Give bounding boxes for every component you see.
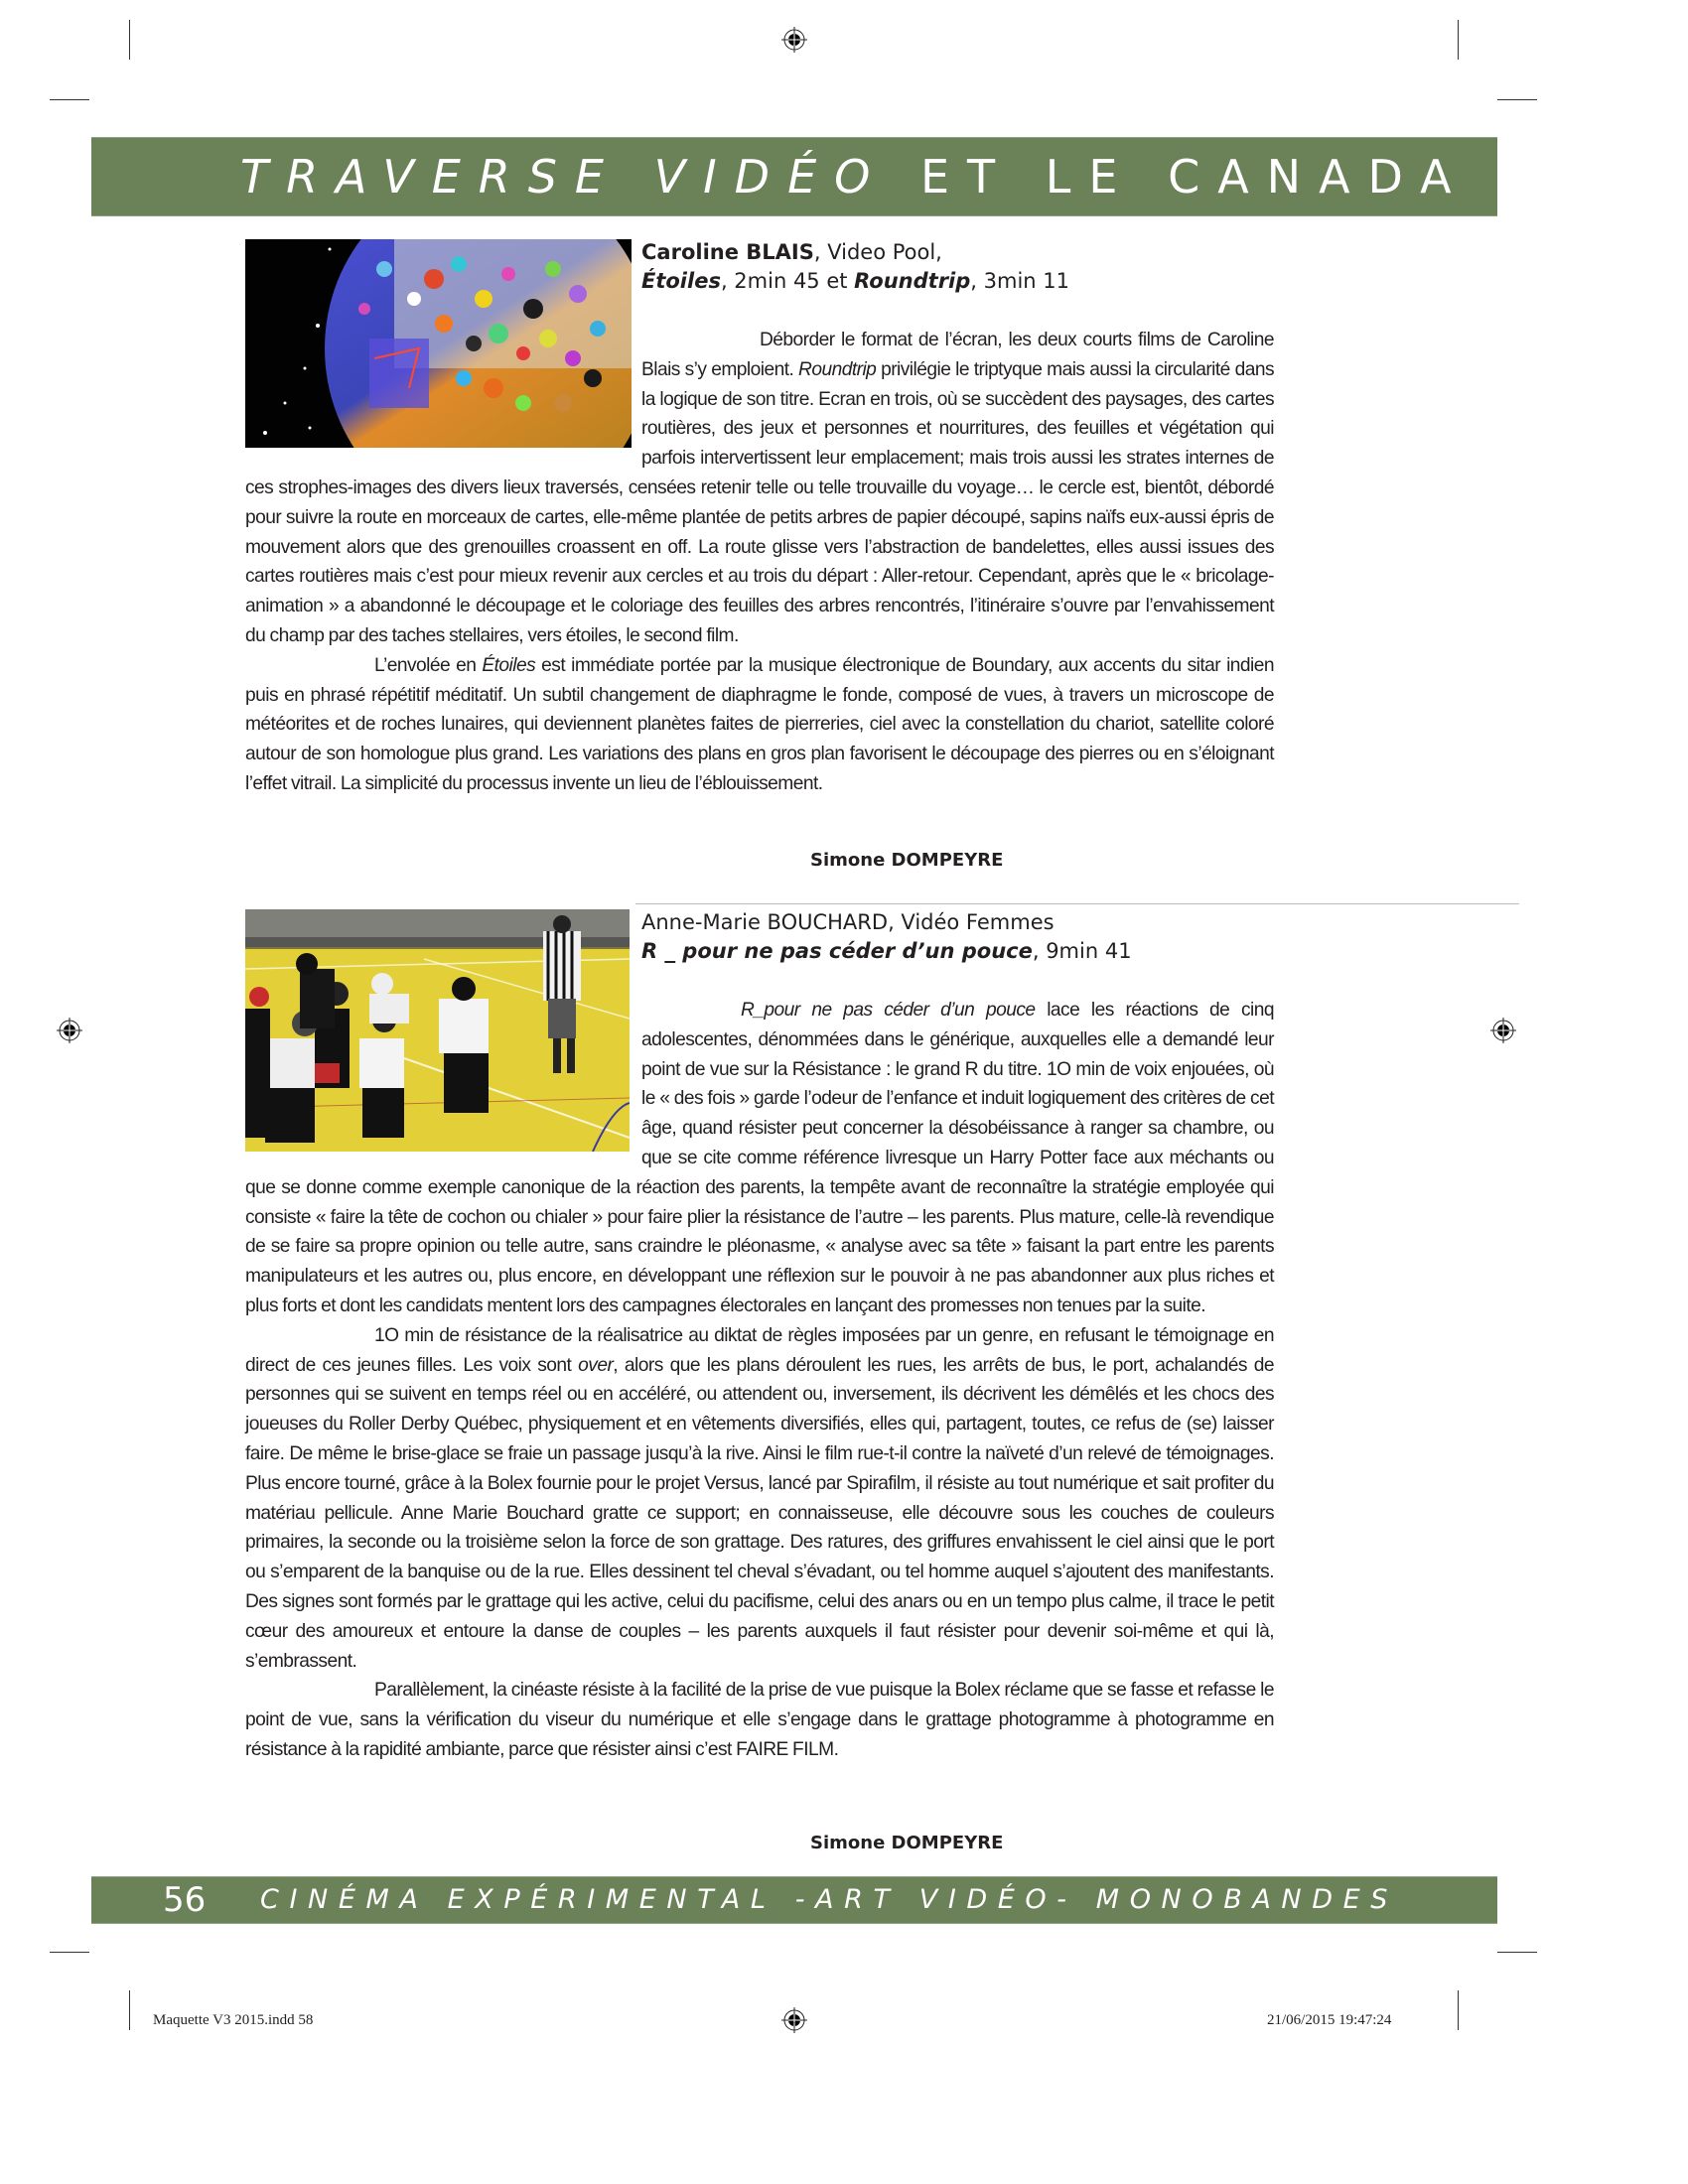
header-banner — [91, 137, 1497, 216]
article1-paragraph: L’envolée en Étoiles est immédiate portée par la musique électronique de Boundary, aux accents du sitar indien puis en phrasé répétitif méditatif. Un subtil changement de diaphragme le fonde, composé de vues, à travers un microscope de météorites et de roches lunaires, qui deviennent planètes faites de pierreries, ciel avec la constellation du chariot, satellite coloré autour de son homologue plus grand. Les variations des plans en gros plan favorisent le découpage des pierres ou en s’éloignant l’effet vitrail. La simplicité du processus invente un lieu de l’éblouissement. — [245, 654, 1274, 794]
page-number: 56 — [163, 1880, 207, 1920]
article2-film-duration: , 9min 41 — [1032, 939, 1132, 963]
article1-paragraph: Déborder le format de l’écran, les deux courts films de Caroline Blais s’y emploient. Roundtrip privilégie le triptyque mais aussi la circularité dans la logique de son titre. Ecran en trois, où se succèdent des paysages, des cartes routières, des jeux et personnes et nourritures, des feuilles et végétation qui parfois intervertissent leur emplacement; mais trois aussi les strates internes de ces strophes-images des divers lieux traversés, censées retenir telle ou telle trouvaille du voyage… le cercle est, bientôt, débordé pour suivre la route en morceaux de cartes, elle-même plantée de petits arbres de papier découpé, sapins naïfs eux-aussi épris de mouvement alors que des grenouilles croassent en off. La route glisse vers l’abstraction de bandelettes, elles aussi issues des cartes routières mais c’est pour mieux revenir aux cercles et au trois du départ : Aller-retour. Cependant, après que le « bricolage-animation » a abandonné le découpage et le coloriage des feuilles des arbres rencontrés, l’itinéraire s’ouvre par l’envahissement du champ par des taches stellaires, vers étoiles, le second film. — [245, 330, 1274, 646]
article1-film2-duration: , 3min 11 — [970, 269, 1070, 293]
page-title-italic: TRAVERSE VIDÉO — [240, 150, 889, 204]
article2-float-spacer — [245, 996, 641, 1170]
crop-mark — [50, 99, 89, 100]
section-title: CINÉMA EXPÉRIMENTAL -ART VIDÉO- MONOBANDES — [260, 1884, 1398, 1915]
crop-mark — [129, 20, 130, 60]
registration-mark-icon — [56, 1017, 83, 1044]
article2-author: Anne-Marie BOUCHARD — [641, 910, 889, 934]
article1-heading-line2 — [641, 268, 1069, 295]
article1-film2: Roundtrip — [854, 269, 971, 293]
page-title — [240, 150, 1470, 204]
article2-heading-line1 — [641, 909, 1055, 936]
article2-film: R _ pour ne pas céder d’un pouce — [641, 939, 1033, 963]
article-separator — [635, 903, 1519, 904]
crop-mark — [50, 1952, 89, 1953]
article1-author: Caroline BLAIS — [641, 240, 814, 264]
page-title-rest: ET LE CANADA — [919, 150, 1470, 204]
crop-mark — [1497, 99, 1537, 100]
article1-film1: Étoiles — [641, 269, 721, 293]
article1-producer: , Video Pool, — [813, 240, 942, 264]
article2-producer: , Vidéo Femmes — [888, 910, 1055, 934]
article2-body — [245, 996, 1274, 1765]
crop-mark — [1497, 1952, 1537, 1953]
article2-paragraph: R_pour ne pas céder d’un pouce lace les réactions de cinq adolescentes, dénommées dans le générique, auxquelles elle a demandé leur point de vue sur la Résistance : le grand R du titre. 1O min de voix enjouées, où le « des fois » garde l’odeur de l’enfance et induit logiquement des critères de cet âge, quand résister peut concerner la désobéissance à ranger sa chambre, ou que se cite comme référence livresque un Harry Potter face aux méchants ou que se donne comme exemple canonique de la réaction des parents, la tempête avant de reconnaître la stratégie employée qui consiste « faire la tête de cochon ou chialer » pour faire plier la résistance de l’autre – les parents. Plus mature, celle-là revendique de se faire sa propre opinion ou telle autre, sans craindre le pléonasme, « analyse avec sa tête » faisant la part entre les parents manipulateurs et les autres ou, plus encore, en développant une réflexion sur le pouvoir à ne pas abandonner aux plus riches et plus forts et dont les candidats mentent lors des campagnes électorales en lançant des promesses non tenues par la suite. — [245, 1000, 1274, 1316]
article2-paragraph: Parallèlement, la cinéaste résiste à la facilité de la prise de vue puisque la Bolex réclame que se fasse et refasse le point de vue, sans la vérification du viseur du numérique et elle s’engage dans le grattage photogramme à photogramme en résistance à la rapidité ambiante, parce que résister ainsi c’est FAIRE FILM. — [245, 1680, 1274, 1760]
article2-signature: Simone DOMPEYRE — [810, 1833, 1004, 1853]
registration-mark-icon — [1489, 1017, 1517, 1044]
registration-mark-icon — [780, 26, 808, 54]
footer-banner — [91, 1876, 1497, 1924]
article1-heading-line1 — [641, 239, 942, 266]
article1-signature: Simone DOMPEYRE — [810, 850, 1004, 871]
article1-body — [245, 326, 1274, 799]
article1-film1-duration: , 2min 45 et — [720, 269, 855, 293]
crop-mark — [1458, 20, 1459, 60]
slug-timestamp: 21/06/2015 19:47:24 — [1267, 2012, 1392, 2028]
article2-heading-line2 — [641, 938, 1132, 965]
crop-mark — [129, 1990, 130, 2030]
crop-mark — [1458, 1990, 1459, 2030]
article2-paragraph: 1O min de résistance de la réalisatrice au diktat de règles imposées par un genre, en refusant le témoignage en direct de ces jeunes filles. Les voix sont over, alors que les plans déroulent les rues, les arrêts de bus, le port, achalandés de personnes qui se suivent en temps réel ou en accéléré, ou attendent ou, inversement, ils décrivent les démêlés et les chocs des joueuses du Roller Derby Québec, physiquement et en vêtements diversifiés, elles qui, partagent, toutes, ce refus de (se) laisser faire. De même le brise-glace se fraie un passage jusqu’à la rive. Ainsi le film rue-t-il contre la naïveté d’un relevé de témoignages. Plus encore tourné, grâce à la Bolex fournie pour le projet Versus, lancé par Spirafilm, il résiste au tout numérique et sait profiter du matériau pellicule. Anne Marie Bouchard gratte ce support; en connaisseuse, elle découvre sous les couches de couleurs primaires, la seconde ou la troisième selon la force de son grattage. Des ratures, des griffures envahissent le ciel ainsi que le port ou s’emparent de la banquise ou de la rue. Elles dessinent tel cheval s’évadant, ou tel homme auquel s’ajoutent des manifestants. Des signes sont formés par le grattage qui les active, celui du pacifisme, celui des anars ou en un tempo plus calme, il trace le petit cœur des amoureux et entoure la danse de couples – les parents auxquels il faut résister pour devenir soi-même et qui là, s’embrassent. — [245, 1324, 1274, 1672]
registration-mark-icon — [780, 2006, 808, 2034]
article1-float-spacer — [245, 326, 641, 471]
slug-file-name: Maquette V3 2015.indd 58 — [153, 2012, 314, 2028]
